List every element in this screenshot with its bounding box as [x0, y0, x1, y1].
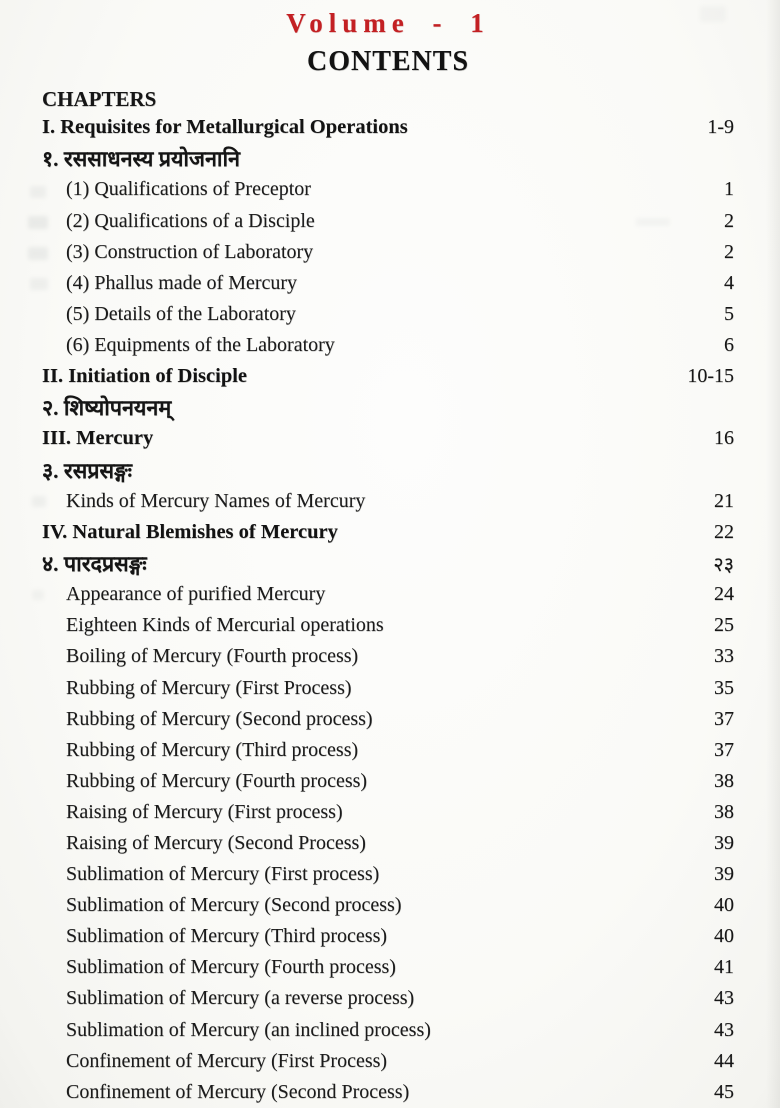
toc-entry	[42, 486, 734, 517]
toc-list	[42, 112, 734, 1108]
toc-entry	[42, 517, 734, 548]
toc-entry	[42, 704, 734, 735]
toc-entry-label: IV. Natural Blemishes of Mercury	[42, 520, 338, 543]
toc-entry-page: २३	[713, 554, 734, 577]
toc-entry-label: ४. पारदप्रसङ्गः	[42, 552, 147, 577]
toc-entry-label: Rubbing of Mercury (First Process)	[66, 676, 352, 699]
toc-entry	[42, 610, 734, 641]
toc-entry-label: १. रससाधनस्य प्रयोजनानि	[42, 147, 240, 172]
contents-title: CONTENTS	[306, 46, 470, 77]
toc-entry-page: 25	[714, 614, 734, 637]
toc-entry-label: Sublimation of Mercury (Second process)	[66, 894, 402, 917]
toc-entry-page: 1	[724, 178, 734, 201]
toc-entry	[42, 952, 734, 983]
toc-entry	[42, 828, 734, 859]
toc-entry	[42, 143, 734, 174]
toc-entry	[42, 237, 734, 268]
toc-entry-page: 6	[724, 333, 734, 356]
toc-entry-page: 39	[714, 832, 734, 855]
toc-entry-page: 37	[714, 738, 734, 761]
toc-entry	[42, 299, 734, 330]
toc-entry-label: Boiling of Mercury (Fourth process)	[66, 645, 359, 668]
toc-entry-label: (4) Phallus made of Mercury	[66, 271, 298, 294]
toc-entry-page: 38	[714, 769, 734, 792]
toc-entry-page: 40	[714, 925, 734, 948]
toc-entry-page: 33	[714, 645, 734, 668]
toc-entry-page: 10-15	[687, 365, 734, 387]
toc-entry-label: Sublimation of Mercury (an inclined process)	[66, 1018, 431, 1041]
toc-entry-page: 1-9	[707, 116, 734, 139]
toc-entry	[42, 735, 734, 766]
toc-entry-label: (5) Details of the Laboratory	[66, 302, 296, 325]
toc-entry-page: 41	[714, 956, 734, 979]
toc-entry-page: 4	[724, 271, 734, 294]
toc-entry-label: Sublimation of Mercury (Third process)	[66, 925, 388, 948]
toc-entry-label: ३. रसप्रसङ्गः	[42, 458, 132, 483]
toc-entry	[42, 392, 734, 423]
toc-entry-label: I. Requisites for Metallurgical Operations	[42, 116, 408, 139]
toc-entry-label: II. Initiation of Disciple	[42, 365, 248, 387]
toc-entry-page: 21	[714, 489, 734, 512]
toc-entry	[42, 1015, 734, 1046]
toc-entry-label: Eighteen Kinds of Mercurial operations	[66, 614, 384, 637]
chapters-label: CHAPTERS	[42, 87, 157, 111]
toc-entry	[42, 361, 734, 392]
toc-entry-page: 44	[714, 1049, 734, 1072]
toc-entry-label: Confinement of Mercury (Second Process)	[66, 1080, 410, 1103]
toc-entry	[42, 641, 734, 672]
toc-entry-page: 2	[724, 240, 734, 263]
toc-entry	[42, 579, 734, 610]
toc-entry-label: Rubbing of Mercury (Third process)	[66, 738, 359, 761]
toc-entry	[42, 1046, 734, 1077]
toc-entry	[42, 983, 734, 1014]
toc-entry-page: 43	[714, 987, 734, 1010]
toc-entry-page: 37	[714, 707, 734, 730]
toc-entry-label: Raising of Mercury (Second Process)	[66, 832, 366, 855]
toc-entry-page: 40	[714, 894, 734, 917]
toc-entry-label: Sublimation of Mercury (First process)	[66, 863, 380, 886]
toc-entry	[42, 1077, 734, 1108]
toc-entry-label: III. Mercury	[42, 427, 154, 450]
toc-entry-label: Appearance of purified Mercury	[66, 583, 326, 606]
volume-title: Volume - 1	[286, 8, 490, 38]
toc-entry-label: (3) Construction of Laboratory	[66, 240, 314, 263]
toc-entry-page: 39	[714, 863, 734, 886]
toc-entry-page: 45	[714, 1080, 734, 1103]
toc-entry-page: 16	[714, 427, 734, 450]
toc-entry	[42, 423, 734, 454]
toc-entry	[42, 174, 734, 205]
toc-entry	[42, 112, 734, 143]
toc-entry	[42, 205, 734, 236]
toc-entry-label: Rubbing of Mercury (Second process)	[66, 707, 373, 730]
toc-entry-label: Sublimation of Mercury (Fourth process)	[66, 956, 396, 979]
toc-entry	[42, 921, 734, 952]
toc-entry-label: Raising of Mercury (First process)	[66, 800, 343, 823]
toc-entry-page: 22	[714, 520, 734, 543]
toc-entry-page: 43	[714, 1018, 734, 1041]
toc-entry	[42, 673, 734, 704]
toc-entry-page: 38	[714, 800, 734, 823]
toc-entry-label: २. शिष्योपनयनम्	[42, 396, 172, 421]
toc-entry	[42, 268, 734, 299]
toc-entry-label: Sublimation of Mercury (a reverse process)	[66, 987, 415, 1010]
toc-entry-label: (6) Equipments of the Laboratory	[66, 333, 335, 356]
toc-entry-label: Rubbing of Mercury (Fourth process)	[66, 769, 368, 792]
toc-entry	[42, 890, 734, 921]
toc-entry	[42, 330, 734, 361]
toc-entry-label: (1) Qualifications of Preceptor	[66, 178, 311, 201]
toc-entry	[42, 766, 734, 797]
toc-entry-label: (2) Qualifications of a Disciple	[66, 209, 315, 232]
toc-entry-page: 24	[714, 583, 734, 606]
toc-entry-page: 2	[724, 209, 734, 232]
toc-entry	[42, 454, 734, 485]
toc-entry-page: 5	[724, 302, 734, 325]
toc-entry	[42, 548, 734, 579]
toc-entry	[42, 797, 734, 828]
toc-entry	[42, 859, 734, 890]
toc-entry-page: 35	[714, 676, 734, 699]
toc-entry-label: Kinds of Mercury Names of Mercury	[66, 489, 366, 512]
toc-entry-label: Confinement of Mercury (First Process)	[66, 1049, 388, 1072]
